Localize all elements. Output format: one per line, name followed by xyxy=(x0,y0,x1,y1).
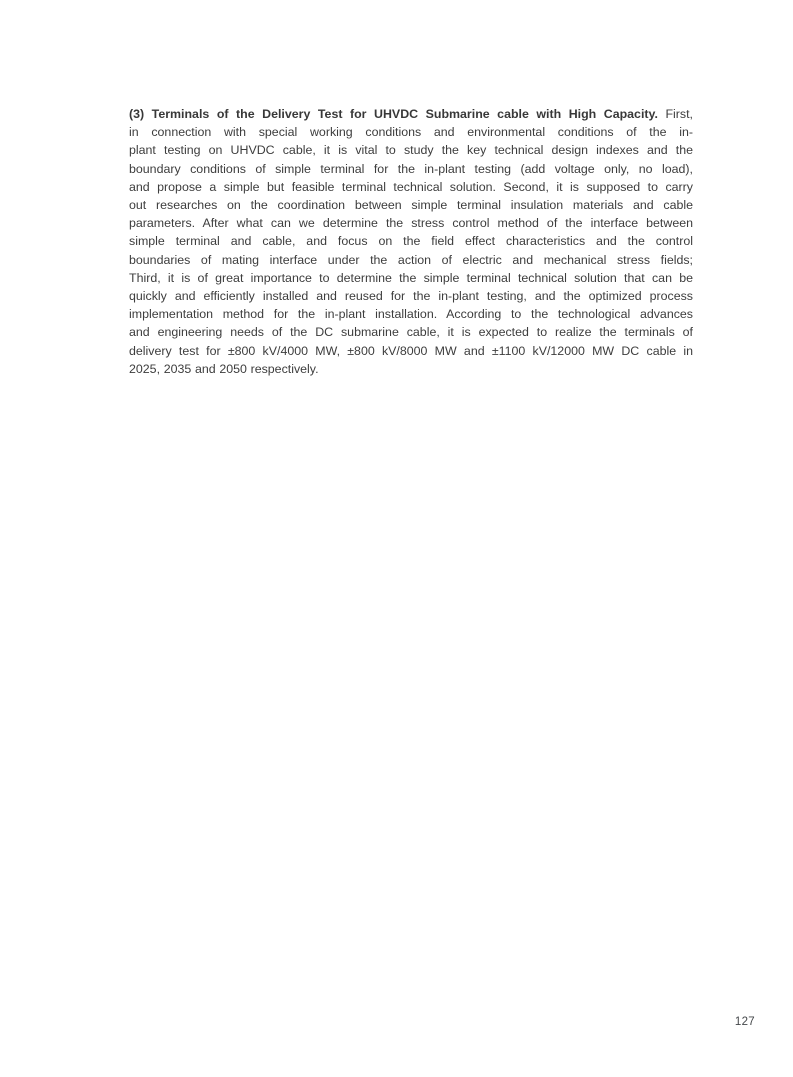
paragraph-line: and engineering needs of the DC submarine cable, it is expected to realize the terminals of xyxy=(129,325,693,340)
paragraph-line: delivery test for ±800 kV/4000 MW, ±800 kV/8000 MW and ±1100 kV/12000 MW DC cable in xyxy=(129,343,693,358)
paragraph-line: Third, it is of great importance to determine the simple terminal technical solution that can be xyxy=(129,270,693,285)
paragraph-line: in connection with special working conditions and environmental conditions of the in- xyxy=(129,125,693,140)
paragraph-line: 2025, 2035 and 2050 respectively. xyxy=(129,361,319,376)
paragraph-line xyxy=(129,105,693,123)
paragraph-line: out researches on the coordination between simple terminal insulation materials and cable xyxy=(129,198,693,213)
paragraph-line: and propose a simple but feasible terminal technical solution. Second, it is supposed to carry xyxy=(129,179,693,194)
paragraph-line: quickly and efficiently installed and reused for the in-plant testing, and the optimized process xyxy=(129,289,693,304)
run-in-heading: (3) Terminals of the Delivery Test for UHVDC Submarine cable with High Capacity. xyxy=(129,107,658,121)
paragraph-line: parameters. After what can we determine the stress control method of the interface between xyxy=(129,216,693,231)
paragraph-line: implementation method for the in-plant installation. According to the technological advances xyxy=(129,307,693,322)
paragraph-line: simple terminal and cable, and focus on the field effect characteristics and the control xyxy=(129,234,693,249)
body-paragraph xyxy=(129,105,693,378)
paragraph-text: First, xyxy=(665,107,693,121)
paragraph-line: boundary conditions of simple terminal for the in-plant testing (add voltage only, no load), xyxy=(129,161,693,176)
paragraph-line: plant testing on UHVDC cable, it is vital to study the key technical design indexes and the xyxy=(129,143,693,158)
page-number: 127 xyxy=(734,1016,755,1028)
paragraph-line: boundaries of mating interface under the action of electric and mechanical stress fields; xyxy=(129,252,693,267)
